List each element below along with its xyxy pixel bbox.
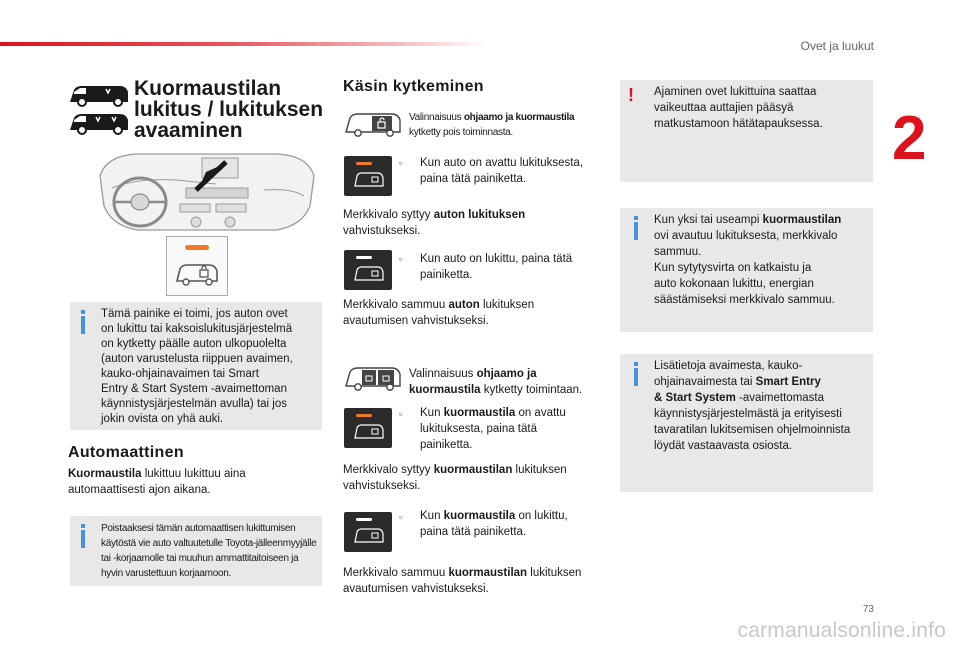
bullet-icon: ▫ — [399, 409, 403, 419]
info-text: Tämä painike ei toimi, jos auton ovet on lukittu tai kaksoislukitusjärjestelmä on kytketty päälle auton ulkopuolelta (auton varustelusta riippuen avaimen, kauko-ohjainavaimen tai Smart Entry & Start System -avaimettoman käynnistysjärjestelmän avulla) tai jos jokin ovista on yhä auki. — [101, 308, 293, 425]
info-icon — [634, 368, 638, 386]
warning-icon: ! — [628, 85, 634, 105]
van-lock-icon — [354, 265, 384, 285]
lock-button-image-2 — [344, 250, 392, 290]
van-lock-icon — [354, 527, 384, 547]
van-unlocked-icon — [344, 110, 402, 138]
indicator-off — [356, 256, 372, 259]
info-icon — [81, 530, 85, 548]
bullet-icon: ▫ — [399, 254, 403, 264]
van-cargo-icon — [344, 364, 402, 392]
step-1-text: Kun auto on avattu lukituksesta, paina tätä painiketta. — [420, 157, 584, 185]
info-box-cargo-doors — [620, 208, 873, 332]
indicator-off — [356, 518, 372, 521]
lock-button-image-4 — [344, 512, 392, 552]
van-lock-icon — [175, 261, 219, 287]
result-3-text: Merkkivalo syttyy kuormaustilan lukituksen vahvistukseksi. — [343, 464, 567, 492]
info-box-note — [70, 516, 322, 586]
bullet-icon: ▫ — [399, 512, 403, 522]
result-2-text: Merkkivalo sammuu auton lukituksen avautumisen vahvistukseksi. — [343, 299, 535, 327]
info-key-text: Lisätietoja avaimesta, kauko- ohjainavaimesta tai Smart Entry & Start System -avaimettomasta käynnistysjärjestelmästä ja erityisesti tavaratilan lukitsemisen ohjelmoinnista löydät vastaavasta osiosta. — [654, 360, 851, 452]
page-title: Kuormaustilan lukitus / lukituksen avaaminen — [134, 77, 324, 142]
dashboard-illustration — [96, 150, 318, 232]
step-2-text: Kun auto on lukittu, paina tätä painiketta. — [420, 253, 573, 281]
result-4-text: Merkkivalo sammuu kuormaustilan lukituksen avautumisen vahvistukseksi. — [343, 567, 582, 595]
lock-button-image-1 — [344, 156, 392, 196]
warning-text: Ajaminen ovet lukittuina saattaa vaikeuttaa auttajien pääsyä matkustamoon hätätapauksessa. — [654, 86, 823, 130]
option-1-text: Valinnaisuus ohjaamo ja kuormaustila kytketty pois toiminnasta. — [409, 112, 575, 138]
step-4-text: Kun kuormaustila on lukittu, paina tätä painiketta. — [420, 510, 568, 538]
lock-button-image-3 — [344, 408, 392, 448]
header-rule — [0, 42, 490, 46]
info-box-key — [620, 354, 873, 492]
indicator-on — [356, 414, 372, 417]
warning-box — [620, 80, 873, 182]
van-lock-icon — [354, 423, 384, 443]
automatic-text: Kuormaustila lukittuu lukittuu aina automaattisesti ajon aikana. — [68, 468, 246, 496]
indicator-light — [185, 245, 209, 250]
button-detail — [166, 236, 228, 296]
indicator-on — [356, 162, 372, 165]
info-icon — [634, 222, 638, 240]
van-cab-icon — [66, 80, 132, 136]
section-title: Ovet ja luukut — [800, 39, 874, 53]
bullet-icon: ▫ — [399, 158, 403, 168]
chapter-number: 2 — [892, 104, 927, 173]
option-2-text: Valinnaisuus ohjaamo ja kuormaustila kytketty toimintaan. — [409, 368, 583, 396]
watermark: carmanualsonline.info — [737, 619, 946, 642]
step-3-text: Kun kuormaustila on avattu lukituksesta, paina tätä painiketta. — [420, 407, 566, 451]
manual-heading: Käsin kytkeminen — [343, 78, 484, 95]
result-1-text: Merkkivalo syttyy auton lukituksen vahvistukseksi. — [343, 209, 526, 237]
note-text: Poistaaksesi tämän automaattisen lukittumisen käytöstä vie auto valtuutetulle Toyota-jälleenmyyjälle tai -korjaamolle tai muuhun ammattitaitoiseen ja hyvin varustettuun korjaamoon. — [101, 523, 317, 579]
automatic-heading: Automaattinen — [68, 444, 184, 461]
info-box-button — [70, 302, 322, 430]
page-number: 73 — [862, 604, 874, 615]
van-lock-icon — [354, 171, 384, 191]
info-cargo-text: Kun yksi tai useampi kuormaustilan ovi avautuu lukituksesta, merkkivalo sammuu. Kun sytytysvirta on katkaistu ja auto kokonaan lukittu, energian säästämiseksi merkkivalo sammuu. — [654, 214, 842, 306]
info-icon — [81, 316, 85, 334]
